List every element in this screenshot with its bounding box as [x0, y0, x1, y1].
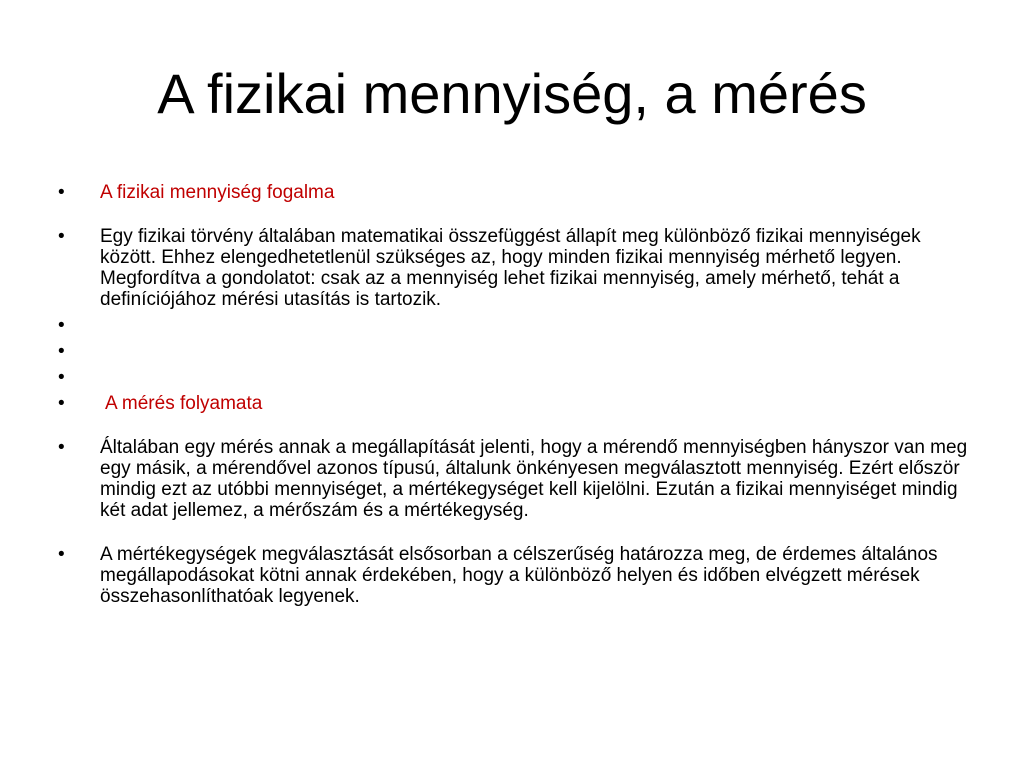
law-paragraph-text: Egy fizikai törvény általában matematikai összefüggést állapít meg különböző fizikai mennyiségek között. Ehhez elengedhetetlenül szükséges az, hogy minden fizikai mennyiség mérhető legyen. Megfordítva a gondolatot: csak az a mennyiség lehet fizikai mennyiség, amely mérhető, tehát a definíciójához mérési utasítás is tartozik.: [100, 226, 921, 310]
empty-bullet-text: [100, 315, 105, 336]
empty-bullet-text: [100, 341, 105, 362]
bullet-item-concept-heading: [58, 182, 968, 203]
bullet-item-law-paragraph: [58, 226, 968, 310]
bullet-dot-icon: •: [58, 437, 65, 458]
bullet-dot-icon: •: [58, 367, 65, 388]
bullet-dot-icon: •: [58, 544, 65, 565]
bullet-dot-icon: •: [58, 182, 65, 203]
bullet-item-empty-1: [58, 315, 968, 336]
concept-heading-text: A fizikai mennyiség fogalma: [100, 182, 335, 203]
empty-bullet-text: [100, 367, 105, 388]
bullet-item-measurement-paragraph: [58, 437, 968, 521]
units-paragraph-text: A mértékegységek megválasztását elsősorban a célszerűség határozza meg, de érdemes általános megállapodásokat kötni annak érdekében, hogy a különböző helyen és időben elvégzett mérések összehasonlíthatóak legyenek.: [100, 544, 938, 607]
slide-title: A fizikai mennyiség, a mérés: [157, 62, 867, 125]
bullet-item-empty-3: [58, 367, 968, 388]
bullet-item-measurement-heading: [58, 393, 968, 414]
bullet-dot-icon: •: [58, 226, 65, 247]
bullet-dot-icon: •: [58, 341, 65, 362]
measurement-heading-text: A mérés folyamata: [105, 393, 263, 414]
measurement-paragraph-text: Általában egy mérés annak a megállapítását jelenti, hogy a mérendő mennyiségben hányszor van meg egy másik, a mérendővel azonos típusú, általunk önkényesen megválasztott mennyiség. Ezért először mindig ezt az utóbbi mennyiséget, a mértékegységet kell kijelölni. Ezután a fizikai mennyiséget mindig két adat jellemez, a mérőszám és a mértékegység.: [100, 437, 968, 521]
bullet-list: [58, 182, 968, 607]
bullet-dot-icon: •: [58, 393, 65, 414]
bullet-dot-icon: •: [58, 315, 65, 336]
bullet-item-empty-2: [58, 341, 968, 362]
bullet-item-units-paragraph: [58, 544, 968, 607]
